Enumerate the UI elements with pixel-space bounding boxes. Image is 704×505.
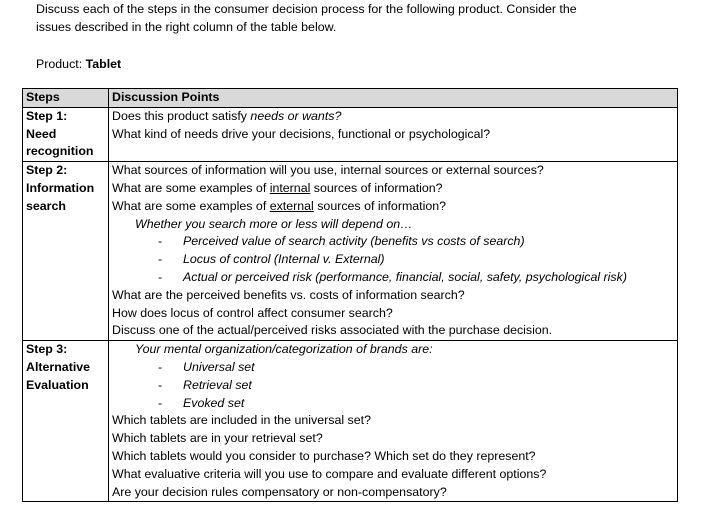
product-label: Product: bbox=[36, 57, 83, 71]
step-3-question-1: Which tablets are included in the universal set? bbox=[112, 413, 371, 428]
step-2-question-1: What sources of information will you use, internal sources or external sources? bbox=[112, 163, 544, 178]
dash-bullet: - bbox=[158, 395, 163, 410]
step-2-question-2-post: sources of information? bbox=[310, 180, 443, 195]
step-3-set-3-text: Evoked set bbox=[183, 395, 245, 410]
instructions-line-2: issues described in the right column of the table below. bbox=[36, 20, 337, 34]
step-2-question-3-underlined: external bbox=[269, 198, 314, 213]
table-row-step-1 bbox=[23, 107, 678, 161]
step-2-label bbox=[23, 162, 109, 341]
header-discussion-points: Discussion Points bbox=[109, 89, 678, 108]
step-3-points bbox=[109, 341, 678, 502]
step-3-name-line-1: Alternative bbox=[26, 359, 91, 374]
step-3-sets-intro: Your mental organization/categorization of brands are: bbox=[135, 342, 433, 357]
step-2-factor-2 bbox=[112, 251, 674, 269]
step-1-question-1-text: Does this product satisfy bbox=[112, 108, 251, 123]
step-2-question-4: What are the perceived benefits vs. costs of information search? bbox=[112, 287, 465, 302]
step-2-question-3-post: sources of information? bbox=[313, 198, 447, 213]
step-1-name-line-1: Need bbox=[26, 126, 57, 141]
step-2-title: Step 2: bbox=[26, 163, 68, 178]
dash-bullet: - bbox=[158, 234, 163, 249]
step-3-set-1-text: Universal set bbox=[183, 359, 255, 374]
step-2-question-3-pre: What are some examples of bbox=[112, 198, 270, 213]
dash-bullet: - bbox=[158, 359, 163, 374]
step-2-factor-1 bbox=[112, 233, 674, 251]
table-row-step-2 bbox=[23, 162, 678, 341]
table-header-row bbox=[23, 89, 678, 108]
dash-bullet: - bbox=[158, 377, 163, 392]
step-2-factor-3 bbox=[112, 269, 674, 287]
step-1-question-1 bbox=[112, 108, 674, 126]
header-steps: Steps bbox=[23, 89, 109, 108]
instructions-line-1: Discuss each of the steps in the consumer decision process for the following product. Consider the bbox=[36, 2, 577, 16]
step-2-question-2 bbox=[112, 180, 674, 198]
step-1-title: Step 1: bbox=[26, 108, 68, 123]
step-2-name-line-1: Information bbox=[26, 180, 95, 195]
step-3-question-3: Which tablets would you consider to purchase? Which set do they represent? bbox=[112, 448, 536, 463]
step-2-question-2-underlined: internal bbox=[269, 180, 311, 195]
step-2-points bbox=[109, 162, 678, 341]
product-value: Tablet bbox=[85, 57, 122, 71]
step-2-factor-3-text: Actual or perceived risk (performance, financial, social, safety, psychological risk) bbox=[183, 269, 627, 284]
step-1-question-1-emphasis: needs or wants? bbox=[250, 108, 342, 123]
step-2-factors-intro: Whether you search more or less will depend on… bbox=[135, 216, 413, 231]
dash-bullet: - bbox=[158, 252, 163, 267]
step-2-factor-2-text: Locus of control (Internal v. External) bbox=[183, 252, 385, 267]
step-2-question-6: Discuss one of the actual/perceived risks associated with the purchase decision. bbox=[112, 323, 553, 338]
product-line bbox=[36, 55, 121, 73]
step-3-set-3 bbox=[112, 395, 674, 413]
step-2-question-2-pre: What are some examples of bbox=[112, 180, 270, 195]
step-3-title: Step 3: bbox=[26, 342, 68, 357]
step-3-label bbox=[23, 341, 109, 502]
step-3-name-line-2: Evaluation bbox=[26, 377, 89, 392]
step-3-question-2: Which tablets are in your retrieval set? bbox=[112, 431, 323, 446]
decision-process-table bbox=[22, 88, 678, 502]
step-2-question-5: How does locus of control affect consumer search? bbox=[112, 305, 393, 320]
step-1-label bbox=[23, 107, 109, 161]
step-2-name-line-2: search bbox=[26, 198, 66, 213]
step-3-set-2-text: Retrieval set bbox=[183, 377, 252, 392]
step-3-set-1 bbox=[112, 359, 674, 377]
table-row-step-3 bbox=[23, 341, 678, 502]
dash-bullet: - bbox=[158, 269, 163, 284]
step-1-question-2: What kind of needs drive your decisions, functional or psychological? bbox=[112, 126, 491, 141]
step-3-question-4: What evaluative criteria will you use to compare and evaluate different options? bbox=[112, 466, 547, 481]
step-2-question-3 bbox=[112, 198, 674, 216]
instructions bbox=[36, 0, 676, 36]
step-1-name-line-2: recognition bbox=[26, 144, 94, 159]
step-1-points bbox=[109, 107, 678, 161]
step-3-set-2 bbox=[112, 377, 674, 395]
step-2-factor-1-text: Perceived value of search activity (benefits vs costs of search) bbox=[183, 234, 525, 249]
step-3-question-5: Are your decision rules compensatory or non-compensatory? bbox=[112, 484, 447, 499]
